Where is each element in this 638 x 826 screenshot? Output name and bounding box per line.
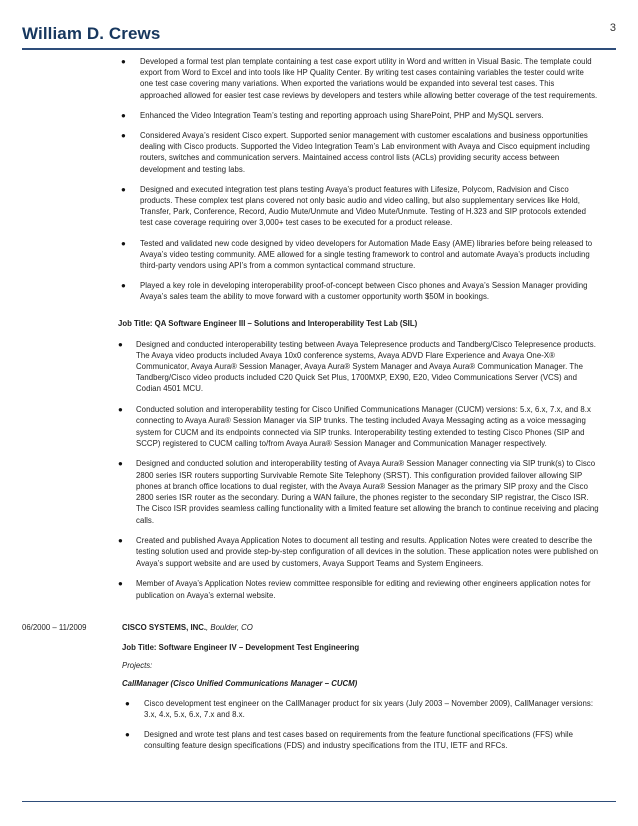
list-item: ● Enhanced the Video Integration Team’s testing and reporting approach using SharePoint, PHP and MySQL servers. <box>121 110 544 120</box>
page-header <box>22 18 616 52</box>
bullet-icon: ● <box>118 405 123 415</box>
employer-row <box>0 623 638 632</box>
bullet-icon: ● <box>121 110 126 120</box>
employment-dates: 06/2000 – 11/2009 <box>22 622 87 632</box>
bullet-icon: ● <box>125 730 130 740</box>
job-title-qa-engineer: Job Title: QA Software Engineer III – Solutions and Interoperability Test Lab (SIL) <box>118 318 418 328</box>
cisco-role-bullets <box>0 698 638 752</box>
bullet-icon: ● <box>121 131 126 141</box>
list-item: ● Played a key role in developing interoperability proof-of-concept between Cisco phones and Avaya’s Session Manager providing Avaya’s sales team the ability to move forward with a customer opportunity worth $50M in bookings. <box>121 281 588 302</box>
job-title-software-engineer: Job Title: Software Engineer IV – Development Test Engineering <box>122 642 360 652</box>
bullet-icon: ● <box>121 281 126 291</box>
qa-role-bullets <box>0 339 638 601</box>
bullet-icon: ● <box>121 184 126 194</box>
list-item: ● Designed and executed integration test plans testing Avaya’s product features with Lifesize, Polycom, Radvision and Cisco products. These complex test plans covered not only basic audio and video calling, but also supplementary services like Hold, Transfer, Park, Conference, Record, Audio Mute/Unmute and Video Mute/Unmute. Testing of H.323 and SIP protocols extended test case coverage requiring over 3,000+ test cases to be executed for a product release. <box>121 184 587 228</box>
list-item: ● Designed and conducted solution and interoperability testing of Avaya Aura® Session Manager connecting via SIP trunk(s) to Cisco 2800 series ISR routers supporting Survivable Remote Site Telephony (SRST). This configuration provided failover allowing SIP phones at branch office locations to dual register, with the Avaya Aura® Session Manager as the primary SIP proxy and the Cisco 2800 series ISR router as the secondary. During a WAN failure, the phones register to the secondary SIP registrar, the Cisco ISR. The Cisco ISR provides seamless calling functionality with a limited feature set allowing the branch to continue receiving and placing calls. <box>118 459 599 525</box>
list-item: ● Created and published Avaya Application Notes to document all testing and results. Application Notes were created to describe the testing solution used and provide step-by-step configuration of all devices in the solution. These application notes were published on Avaya’s support website and are used by customers, Avaya Support Teams and System Engineers. <box>118 536 599 568</box>
list-item: ● Tested and validated new code designed by video developers for Automation Made Easy (AME) libraries before being released to Avaya’s video testing community. AME allowed for a single testing framework to control and automate Avaya’s products including third-party vendors using API’s from a common syntactical command structure. <box>121 238 593 271</box>
previous-role-bullets <box>0 56 638 303</box>
project-name: CallManager (Cisco Unified Communications Manager – CUCM) <box>122 678 358 688</box>
list-item: ● Conducted solution and interoperability testing for Cisco Unified Communications Manager (CUCM) versions: 5.x, 6.x, 7.x, and 8.x connecting to Avaya Aura® Session Manager via SIP trunks. The testing included Avaya Messaging acting as a voice messaging system for CUCM and its endpoints connected via SIP trunks. Interoperability testing extended to testing Cisco Phones (SIP and SCCP) registered to CUCM calling to/from Avaya Aura® Session Manager and Communication Manager respectively. <box>118 405 591 448</box>
bullet-icon: ● <box>118 459 123 469</box>
bullet-icon: ● <box>121 238 126 248</box>
bullet-icon: ● <box>118 339 123 349</box>
resume-body <box>0 56 638 761</box>
list-item: ● Cisco development test engineer on the CallManager product for six years (July 2003 – November 2009), CallManager versions: 3.x, 4.x, 5.x, 6.x, 7.x and 8.x. <box>125 698 594 719</box>
bullet-icon: ● <box>118 579 123 589</box>
header-divider <box>22 48 616 50</box>
list-item: ● Designed and wrote test plans and test cases based on requirements from the feature functional specifications (FFS) while consulting feature design specifications (FDS) and industry specifications from the ITU, IETF and RFCs. <box>125 730 574 751</box>
list-item: ● Considered Avaya’s resident Cisco expert. Supported senior management with customer escalations and business opportunities dealing with Cisco products. Supported the Video Integration Team’s Lab environment with Avaya and Cisco equipment including routers, switches and communication servers. Maintained access control lists (ACLs) providing security access between development and testing labs. <box>121 131 590 174</box>
bullet-icon: ● <box>121 57 126 66</box>
projects-label: Projects: <box>122 660 153 670</box>
bullet-icon: ● <box>125 698 130 708</box>
list-item: ● Member of Avaya’s Application Notes review committee responsible for editing and reviewing other engineers application notes for publication on Avaya’s external website. <box>118 579 591 600</box>
page-number: 3 <box>609 22 616 34</box>
list-item: ● Designed and conducted interoperability testing between Avaya Telepresence products and Tandberg/Cisco Telepresence products. The Avaya video products included Avaya 10x0 conference systems, Avaya ADVD Flare Experience and Avaya One-X® Communicator, Avaya Aura® Session Manager, Avaya Aura® System Manager and Avaya Aura® Communication Manager. The Tandberg/Cisco video products included C20 Quick Set Plus, 1700MXP, EX90, E20, Video Communications Server (VCS) and Codian 4501 MCU. <box>118 339 596 394</box>
candidate-name: William D. Crews <box>22 24 161 43</box>
footer-divider <box>22 801 616 802</box>
employer-name: CISCO SYSTEMS, INC., Boulder, CO <box>122 622 253 632</box>
list-item: ● Developed a formal test plan template containing a test case export utility in Word and written in Visual Basic. The template could export from Word to Excel and into tools like HP Quality Center. By writing test cases containing variables the tester could write one test case covering many variations. When exported the variations would be expanded into several test cases. This approached allowed for easier test case reviews by developers and testers while allowing better coverage of the test requirements. <box>121 57 598 100</box>
bullet-icon: ● <box>118 536 123 546</box>
